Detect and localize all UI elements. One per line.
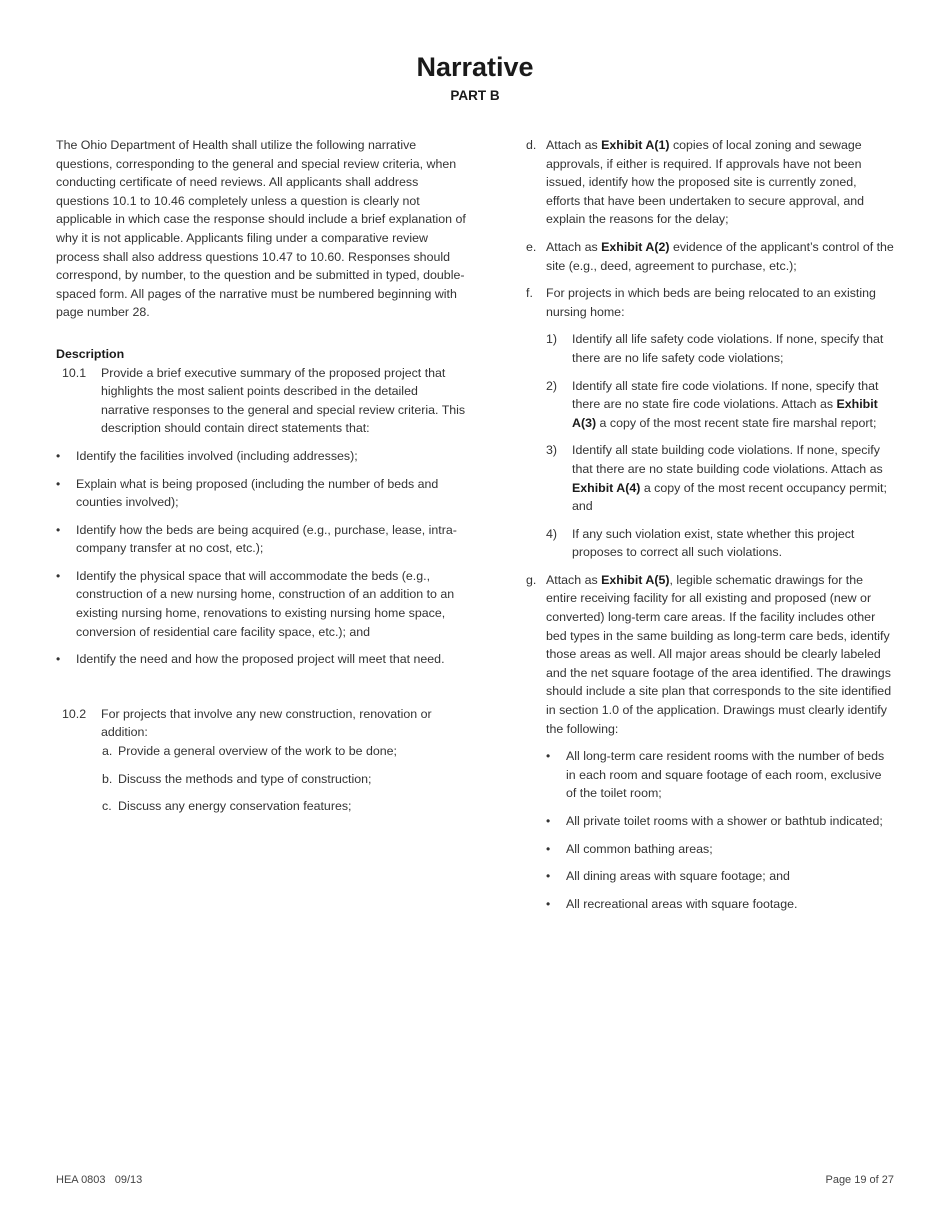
exhibit-reference: Exhibit A(2) [601,239,670,254]
exhibit-reference: Exhibit A(4) [572,480,641,495]
list-item: 2) Identify all state fire code violations. If none, specify that there are no state fire code violations. Attach as Exhibit A(3) a copy of the most recent state fire marshal report; [546,378,879,430]
page-subtitle: PART B [450,88,500,103]
list-item-e: e. Attach as Exhibit A(2) evidence of the applicant’s control of the site (e.g., deed, agreement to purchase, etc.); [526,239,894,273]
question-10-1 [56,364,468,438]
exhibit-reference: Exhibit A(5) [601,572,670,587]
list-item: • All dining areas with square footage; and [546,867,894,886]
bullet-icon: • [56,448,61,463]
list-item: 1) Identify all life safety code violations. If none, specify that there are no life safety code violations; [546,332,884,365]
list-item-d: d. Attach as Exhibit A(1) copies of local zoning and sewage approvals, if either is required. If approvals have not been issued, identify how the proposed site is currently zoned, efforts that have been undertaken to secure approval, and explain the reasons for the delay; [526,138,865,227]
list-item: • Identify the facilities involved (including addresses); [56,447,468,466]
list-item-g: g. Attach as Exhibit A(5), legible schematic drawings for the entire receiving facility for all existing and proposed (new or converted) long-term care areas. If the facility includes other bed types in the same building as long-term care beds, identify those areas as well. All major areas should be clearly labeled and the net square footage of the area identified. The drawings should include a site plan that corresponds to the site identified in section 1.0 of the application. Drawings must clearly identify the following: • All long-term care resident rooms with the number of beds in each room and square footage of each room, exclusive of the toilet room; • All private toilet rooms with a shower or bathtub indicated; • All common bathing areas; • All dining areas with square footage; and • All recreational areas with square footage. [524,571,894,914]
list-item: • Identify the physical space that will accommodate the beds (e.g., construction of a new nursing home, construction of an addition to an existing nursing home, renovations to existing nursing home space, conversion of residential care facility space, etc.); and [56,568,455,639]
bullet-icon: • [546,869,551,884]
list-item: a. Provide a general overview of the work to be done; [102,744,397,759]
list-item: • All recreational areas with square footage. [546,895,894,914]
question-number: 10.1 [62,365,87,380]
bullet-icon: • [56,522,61,537]
left-column [56,136,468,825]
question-text: For projects that involve any new construction, renovation or addition: [101,706,432,740]
bullet-icon: • [56,476,61,491]
list-item: • All long-term care resident rooms with the number of beds in each room and square footage of each room, exclusive of the toilet room; [546,749,885,801]
question-text: Provide a brief executive summary of the proposed project that highlights the most salient points described in the detailed narrative responses to the general and special review criteria. This description should contain direct statements that: [101,365,466,436]
form-id: HEA 0803 09/13 [56,1174,143,1186]
exhibit-reference: Exhibit A(1) [601,138,670,152]
lettered-list [524,136,894,913]
question-10-2 [56,705,468,742]
list-item: • Identify the need and how the proposed project will meet that need. [56,650,468,669]
bullet-icon: • [546,841,551,856]
list-item: b. Discuss the methods and type of construction; [102,771,372,786]
list-item: 3) Identify all state building code violations. If none, specify that there are no state building code violations. Attach as Exhibit A(4) a copy of the most recent occupancy permit; and [546,443,887,514]
bullet-list [56,447,468,669]
bullet-icon: • [546,749,551,764]
intro-paragraph: The Ohio Department of Health shall utilize the following narrative questions, corresponding to the general and special review criteria, when conducting certificate of need reviews. All applicants shall address questions 10.1 to 10.46 completely unless a question is clearly not applicable in which case the response should include a brief explanation of why it is not applicable. Applicants filing under a comparative review process shall also address questions 10.47 to 10.60. Responses should correspond, by number, to the question and be submitted in typed, double-spaced form. All pages of the narrative must be numbered beginning with page number 28. [56,138,466,320]
bullet-icon: • [56,652,61,667]
bullet-list [546,747,894,913]
list-item: • Explain what is being proposed (including the number of beds and counties involved); [56,476,439,510]
exhibit-reference: Exhibit A(3) [572,397,878,430]
bullet-icon: • [546,814,551,828]
page-number: Page 19 of 27 [825,1174,894,1186]
lettered-list [101,742,468,816]
section-heading: Description [56,346,125,361]
list-item: • All common bathing areas; [546,840,894,859]
page-title: Narrative [416,52,534,82]
list-item: 4) If any such violation exist, state whether this project proposes to correct all such violations. [546,526,855,560]
numbered-sublist [546,330,894,562]
question-number: 10.2 [62,706,87,721]
list-item: • Identify how the beds are being acquired (e.g., purchase, lease, intra-company transfer at no cost, etc.); [56,522,457,556]
bullet-icon: • [56,568,61,583]
right-column [524,136,894,922]
bullet-icon: • [546,896,551,911]
list-item-f: f. For projects in which beds are being relocated to an existing nursing home: 1) Identify all life safety code violations. If none, specify that there are no life safety code violations; 2) Identify all state fire code violations. If none, specify that there are no state fire code violations. Attach as Exhibit A(3) a copy of the most recent state fire marshal report; 3) Identify all state building code violations. If none, specify that there are no state building code violations. Attach as Exhibit A(4) a copy of the most recent occupancy permit; and 4) If any such violation exist, state whether this project proposes to correct all such violations. [524,284,894,562]
list-item: c. Discuss any energy conservation features; [102,799,352,814]
list-item: • All private toilet rooms with a shower or bathtub indicated; [546,812,894,831]
